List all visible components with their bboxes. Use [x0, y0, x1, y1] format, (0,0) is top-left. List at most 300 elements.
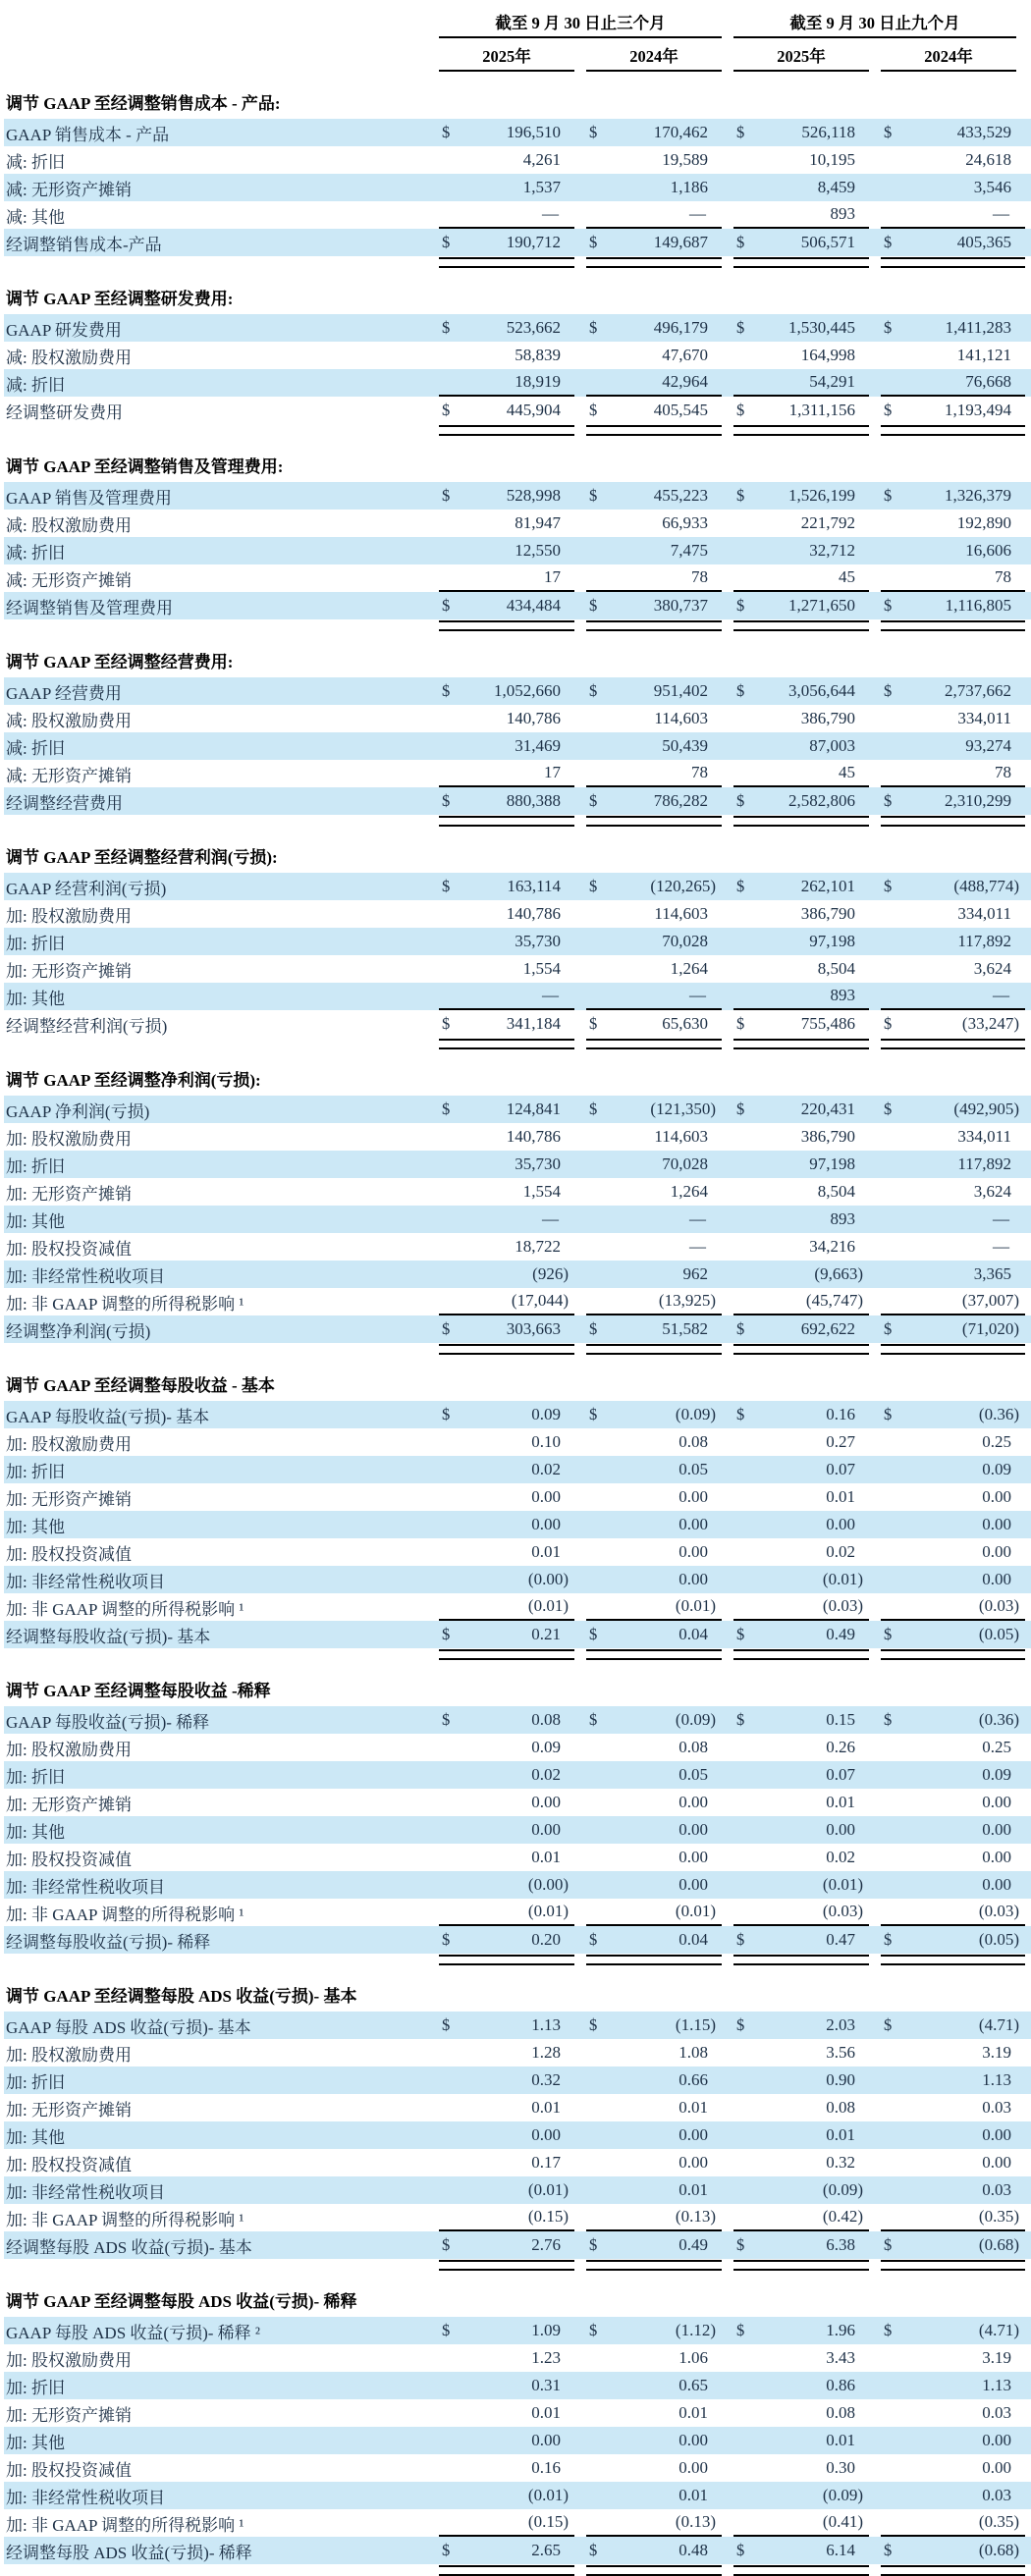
value-cell-inner — [586, 1926, 722, 1954]
value-cell-inner — [733, 1096, 869, 1123]
value-cell-inner — [586, 1315, 722, 1343]
cell-value: 2.65 — [531, 2541, 561, 2559]
value-cell-inner — [881, 119, 1025, 146]
cell-value: 2.03 — [826, 2015, 855, 2034]
row-label: 加: 非经常性税收项目 — [6, 1266, 165, 1286]
value-cell-inner — [881, 2066, 1025, 2094]
value-column-group — [439, 2509, 586, 2537]
row-label: GAAP 销售成本 - 产品 — [6, 125, 170, 144]
value-cell-inner — [586, 900, 722, 928]
value-column-group — [439, 2094, 586, 2121]
value-cell-inner — [881, 342, 1025, 369]
cell-value: 0.25 — [982, 1738, 1011, 1756]
cell-value: 962 — [682, 1264, 708, 1283]
cell-value: 45 — [839, 567, 855, 586]
value-column-group — [733, 1926, 881, 1954]
cell-value: 0.04 — [678, 1930, 708, 1949]
double-rule — [586, 1649, 722, 1660]
cell-value: 70,028 — [662, 932, 708, 950]
cell-value: 405,365 — [956, 233, 1011, 251]
value-column-group — [586, 229, 733, 256]
value-cell-inner — [439, 1789, 574, 1816]
table-row — [4, 1233, 1031, 1261]
cell-value: 3.19 — [982, 2043, 1011, 2062]
cell-value: 1,193,494 — [945, 401, 1011, 419]
value-column-group — [881, 2482, 1028, 2509]
cell-value: 0.31 — [531, 2376, 561, 2394]
dollar-sign: $ — [884, 1405, 893, 1423]
cell-value: 1,264 — [670, 1182, 708, 1201]
cell-value: 0.48 — [678, 2541, 708, 2559]
cell-value: 0.02 — [826, 1542, 855, 1561]
value-column-group — [733, 705, 881, 732]
value-cell-inner — [439, 900, 574, 928]
cell-value: (0.68) — [978, 2541, 1019, 2559]
value-column-group — [586, 2204, 733, 2231]
value-cell-inner — [881, 1844, 1025, 1871]
value-cell-inner — [733, 787, 869, 815]
dollar-sign: $ — [884, 401, 893, 419]
cell-value: 0.00 — [678, 2125, 708, 2144]
value-cell-inner — [586, 955, 722, 983]
double-rule — [439, 816, 574, 827]
value-column-group — [586, 537, 733, 564]
table-row — [4, 1734, 1031, 1761]
value-column-group — [733, 2204, 881, 2231]
value-cell-inner — [586, 1233, 722, 1261]
cell-value: 0.01 — [826, 1793, 855, 1811]
value-column-group — [586, 2231, 733, 2259]
dollar-sign: $ — [442, 233, 451, 251]
value-cell-inner — [586, 510, 722, 537]
dollar-sign: $ — [736, 233, 745, 251]
value-cell-inner — [439, 1233, 574, 1261]
value-cell-inner — [439, 2399, 574, 2427]
table-row — [4, 760, 1031, 787]
double-rule — [733, 425, 869, 436]
cell-value: 149,687 — [653, 233, 708, 251]
value-column-group — [439, 2231, 586, 2259]
table-row — [4, 1816, 1031, 1844]
table-row — [4, 229, 1031, 256]
value-cell-inner — [439, 369, 574, 397]
value-cell-inner — [733, 2066, 869, 2094]
cell-value: 1,411,283 — [945, 318, 1011, 337]
value-cell-inner — [881, 955, 1025, 983]
cell-value: 1.28 — [531, 2043, 561, 2062]
value-cell-inner — [439, 1178, 574, 1206]
value-column-group — [733, 2121, 881, 2149]
table-row — [4, 342, 1031, 369]
value-cell-inner — [733, 928, 869, 955]
value-cell-inner — [733, 705, 869, 732]
table-row — [4, 1593, 1031, 1621]
value-column-group — [733, 873, 881, 900]
table-row — [4, 2537, 1031, 2564]
dollar-sign: $ — [589, 596, 598, 615]
sections — [4, 83, 1031, 2575]
value-column-group — [733, 1233, 881, 1261]
dollar-sign: $ — [589, 318, 598, 337]
double-rule — [439, 1649, 574, 1660]
value-column-group — [439, 510, 586, 537]
row-label: 加: 其他 — [6, 1517, 65, 1536]
value-cell-inner — [586, 1734, 722, 1761]
value-column-group — [881, 1871, 1028, 1899]
cell-value: 334,011 — [957, 709, 1011, 727]
value-cell-inner — [733, 592, 869, 619]
cell-value: 97,198 — [809, 1154, 855, 1173]
cell-value: 31,469 — [515, 736, 561, 755]
cell-value: 0.02 — [531, 1460, 561, 1478]
value-cell-inner — [439, 2176, 574, 2204]
value-column-group — [586, 2094, 733, 2121]
value-column-group — [881, 983, 1028, 1010]
dollar-sign: $ — [736, 318, 745, 337]
value-column-group — [439, 760, 586, 787]
value-cell-inner — [439, 314, 574, 342]
value-cell-inner — [733, 1483, 869, 1511]
value-column-group — [586, 873, 733, 900]
value-cell-inner — [586, 397, 722, 424]
double-rule — [881, 1955, 1025, 1965]
value-column-group — [733, 1428, 881, 1456]
value-column-group — [586, 2344, 733, 2372]
cell-value: (0.01) — [675, 1596, 716, 1615]
cell-value: 0.07 — [826, 1460, 855, 1478]
table-row — [4, 1288, 1031, 1315]
value-cell-inner — [586, 2509, 722, 2537]
cell-value: 190,712 — [506, 233, 561, 251]
double-rule — [439, 1344, 574, 1355]
cell-value: 7,475 — [670, 541, 708, 560]
value-cell-inner — [439, 2537, 574, 2564]
value-cell-inner — [439, 229, 574, 256]
value-cell-inner — [733, 2039, 869, 2066]
value-cell-inner — [733, 1789, 869, 1816]
row-label: 加: 无形资产摊销 — [6, 1489, 132, 1509]
value-cell-inner — [733, 2012, 869, 2039]
value-cell-inner — [439, 174, 574, 201]
value-cell-inner — [733, 677, 869, 705]
value-column-group — [586, 983, 733, 1010]
dollar-sign: $ — [736, 1625, 745, 1643]
value-column-group — [439, 705, 586, 732]
value-cell-inner — [586, 1178, 722, 1206]
value-column-group — [586, 1315, 733, 1343]
cell-value: — — [689, 204, 706, 223]
cell-value: (4.71) — [978, 2321, 1019, 2339]
value-column-group — [733, 592, 881, 619]
table-row — [4, 146, 1031, 174]
value-cell-inner — [881, 2176, 1025, 2204]
cell-value: 526,118 — [801, 123, 855, 141]
dollar-sign: $ — [589, 1930, 598, 1949]
value-column-group — [586, 900, 733, 928]
value-cell-inner — [733, 1010, 869, 1038]
value-cell-inner — [733, 482, 869, 510]
value-column-group — [733, 2537, 881, 2564]
cell-value: 0.00 — [982, 2153, 1011, 2172]
table-row — [4, 1566, 1031, 1593]
table-row — [4, 1178, 1031, 1206]
row-label: 加: 折旧 — [6, 2072, 65, 2092]
value-cell-inner — [733, 983, 869, 1010]
table-row — [4, 2317, 1031, 2344]
cell-value: 0.90 — [826, 2070, 855, 2089]
value-column-group — [733, 1483, 881, 1511]
row-label: 经调整经营费用 — [6, 793, 123, 813]
value-cell-inner — [881, 1816, 1025, 1844]
dollar-sign: $ — [589, 2015, 598, 2034]
cell-value: 0.00 — [678, 1515, 708, 1533]
cell-value: 51,582 — [662, 1319, 708, 1338]
cell-value: 0.08 — [678, 1432, 708, 1451]
value-cell-inner — [881, 1261, 1025, 1288]
value-column-group — [586, 397, 733, 424]
value-cell-inner — [733, 201, 869, 229]
cell-value: (0.41) — [822, 2512, 863, 2531]
value-cell-inner — [439, 119, 574, 146]
dollar-sign: $ — [736, 2015, 745, 2034]
cell-value: 445,904 — [506, 401, 561, 419]
row-label: 减: 折旧 — [6, 738, 65, 758]
value-column-group — [881, 2317, 1028, 2344]
cell-value: 6.38 — [826, 2235, 855, 2254]
cell-value: 0.00 — [982, 1793, 1011, 1811]
value-column-group — [439, 2066, 586, 2094]
value-column-group — [733, 2066, 881, 2094]
value-cell-inner — [881, 1871, 1025, 1899]
value-column-group — [733, 677, 881, 705]
value-column-group — [881, 2427, 1028, 2454]
value-cell-inner — [439, 1456, 574, 1483]
cell-value: 34,216 — [809, 1237, 855, 1256]
row-label: 加: 折旧 — [6, 1462, 65, 1481]
row-label: GAAP 每股 ADS 收益(亏损)- 稀释 ² — [6, 2323, 260, 2342]
row-label: 加: 股权投资减值 — [6, 2155, 132, 2174]
value-column-group — [881, 2149, 1028, 2176]
cell-value: 2,737,662 — [945, 681, 1011, 700]
value-cell-inner — [881, 146, 1025, 174]
cell-value: 0.86 — [826, 2376, 855, 2394]
cell-value: 0.00 — [982, 2431, 1011, 2449]
cell-value: (0.03) — [978, 1902, 1019, 1920]
double-rule-row — [4, 1344, 1031, 1354]
value-cell-inner — [733, 2537, 869, 2564]
row-label: 加: 股权激励费用 — [6, 1740, 132, 1759]
cell-value: 3,365 — [973, 1264, 1011, 1283]
value-column-group — [439, 174, 586, 201]
value-cell-inner — [439, 2149, 574, 2176]
row-label: 加: 股权激励费用 — [6, 2045, 132, 2065]
table-row — [4, 2176, 1031, 2204]
value-column-group — [439, 314, 586, 342]
cell-value: 3.43 — [826, 2348, 855, 2367]
value-column-group — [733, 2399, 881, 2427]
value-cell-inner — [881, 928, 1025, 955]
value-column-group — [439, 1261, 586, 1288]
value-cell-inner — [586, 2317, 722, 2344]
value-cell-inner — [439, 1844, 574, 1871]
cell-value: 0.15 — [826, 1710, 855, 1729]
value-column-group — [439, 1899, 586, 1926]
cell-value: (45,747) — [805, 1291, 863, 1310]
dollar-sign: $ — [736, 877, 745, 895]
value-column-group — [439, 1233, 586, 1261]
value-cell-inner — [586, 1123, 722, 1151]
value-cell-inner — [439, 2121, 574, 2149]
value-cell-inner — [733, 1401, 869, 1428]
row-label: GAAP 每股收益(亏损)- 稀释 — [6, 1712, 210, 1732]
value-column-group — [586, 1899, 733, 1926]
value-cell-inner — [881, 2427, 1025, 2454]
value-column-group — [881, 482, 1028, 510]
cell-value: 0.21 — [531, 1625, 561, 1643]
value-cell-inner — [586, 1456, 722, 1483]
value-cell-inner — [733, 1566, 869, 1593]
row-label: 减: 折旧 — [6, 543, 65, 563]
double-rule — [733, 620, 869, 631]
dollar-sign: $ — [442, 401, 451, 419]
value-column-group — [439, 1871, 586, 1899]
value-cell-inner — [586, 705, 722, 732]
cell-value: 433,529 — [956, 123, 1011, 141]
value-cell-inner — [881, 2149, 1025, 2176]
value-cell-inner — [439, 146, 574, 174]
value-column-group — [881, 2399, 1028, 2427]
value-column-group — [439, 2149, 586, 2176]
rule-spacer — [4, 1039, 439, 1049]
value-cell-inner — [439, 2317, 574, 2344]
value-cell-inner — [881, 397, 1025, 424]
value-cell-inner — [881, 1151, 1025, 1178]
cell-value: 1.08 — [678, 2043, 708, 2062]
value-cell-inner — [733, 1734, 869, 1761]
year-header-9m-2024: 2024年 — [881, 40, 1016, 72]
cell-value: 0.00 — [982, 1487, 1011, 1506]
row-label: 经调整研发费用 — [6, 402, 123, 422]
table-row — [4, 1010, 1031, 1038]
dollar-sign: $ — [442, 2321, 451, 2339]
double-rule — [881, 1649, 1025, 1660]
value-column-group — [586, 1010, 733, 1038]
value-column-group — [439, 1288, 586, 1315]
cell-value: (0.01) — [527, 2486, 569, 2504]
value-cell-inner — [881, 2317, 1025, 2344]
value-cell-inner — [881, 314, 1025, 342]
value-column-group — [881, 900, 1028, 928]
value-cell-inner — [733, 1428, 869, 1456]
value-column-group — [881, 1261, 1028, 1288]
cell-value: — — [993, 1237, 1009, 1256]
value-column-group — [586, 2372, 733, 2399]
row-label: 经调整每股收益(亏损)- 基本 — [6, 1627, 211, 1646]
value-cell-inner — [881, 1288, 1025, 1315]
cell-value: (0.03) — [978, 1596, 1019, 1615]
value-cell-inner — [881, 1401, 1025, 1428]
value-column-group — [586, 174, 733, 201]
value-cell-inner — [586, 1899, 722, 1926]
cell-value: 0.04 — [678, 1625, 708, 1643]
cell-value: 0.01 — [678, 2098, 708, 2117]
cell-value: 221,792 — [800, 513, 855, 532]
value-cell-inner — [439, 592, 574, 619]
double-rule — [881, 816, 1025, 827]
cell-value: 6.14 — [826, 2541, 855, 2559]
dollar-sign: $ — [736, 2541, 745, 2559]
value-cell-inner — [881, 174, 1025, 201]
cell-value: (1.15) — [675, 2015, 716, 2034]
row-label: 经调整经营利润(亏损) — [6, 1016, 168, 1036]
value-column-group — [439, 2039, 586, 2066]
value-cell-inner — [586, 677, 722, 705]
value-column-group — [881, 955, 1028, 983]
cell-value: 1,537 — [522, 178, 561, 196]
dollar-sign: $ — [442, 1100, 451, 1118]
value-cell-inner — [733, 564, 869, 592]
section-title: 调节 GAAP 至经调整每股收益 -稀释 — [6, 1682, 271, 1700]
dollar-sign: $ — [884, 2541, 893, 2559]
cell-value: 19,589 — [662, 150, 708, 169]
dollar-sign: $ — [736, 486, 745, 505]
cell-value: — — [689, 1209, 706, 1228]
cell-value: 1,186 — [670, 178, 708, 196]
section-title: 调节 GAAP 至经调整销售及管理费用: — [6, 457, 284, 476]
row-label: 加: 非 GAAP 调整的所得税影响 ¹ — [6, 2210, 244, 2229]
table-row — [4, 397, 1031, 424]
value-cell-inner — [439, 2231, 574, 2259]
value-cell-inner — [733, 732, 869, 760]
rule-spacer — [4, 2565, 439, 2576]
rule-spacer — [4, 816, 439, 827]
cell-value: 8,459 — [817, 178, 855, 196]
cell-value: 380,737 — [653, 596, 708, 615]
section-title: 调节 GAAP 至经调整每股收益 - 基本 — [6, 1376, 275, 1395]
value-column-group — [439, 2204, 586, 2231]
cell-value: 3.56 — [826, 2043, 855, 2062]
row-label: 加: 无形资产摊销 — [6, 1184, 132, 1204]
table-row — [4, 1315, 1031, 1343]
value-column-group — [881, 1428, 1028, 1456]
value-cell-inner — [733, 1261, 869, 1288]
value-column-group — [881, 1010, 1028, 1038]
dollar-sign: $ — [442, 1405, 451, 1423]
value-cell-inner — [439, 1261, 574, 1288]
value-cell-inner — [881, 705, 1025, 732]
section-title: 调节 GAAP 至经调整研发费用: — [6, 290, 234, 308]
cell-value: 893 — [830, 204, 855, 223]
period-header-three-months: 截至 9 月 30 日止三个月 — [439, 10, 722, 38]
value-column-group — [439, 146, 586, 174]
cell-value: (0.00) — [527, 1570, 569, 1588]
cell-value: 47,670 — [662, 346, 708, 364]
value-column-group — [881, 1511, 1028, 1538]
value-column-group — [586, 928, 733, 955]
row-label: 加: 无形资产摊销 — [6, 2405, 132, 2425]
table-row — [4, 174, 1031, 201]
cell-value: 0.01 — [531, 2403, 561, 2422]
value-column-group — [439, 1401, 586, 1428]
row-label: 加: 股权投资减值 — [6, 1239, 132, 1259]
value-cell-inner — [733, 1926, 869, 1954]
value-column-group — [733, 2176, 881, 2204]
value-cell-inner — [733, 1123, 869, 1151]
dollar-sign: $ — [589, 1319, 598, 1338]
value-column-group — [586, 1926, 733, 1954]
value-column-group — [733, 2344, 881, 2372]
value-column-group — [586, 592, 733, 619]
